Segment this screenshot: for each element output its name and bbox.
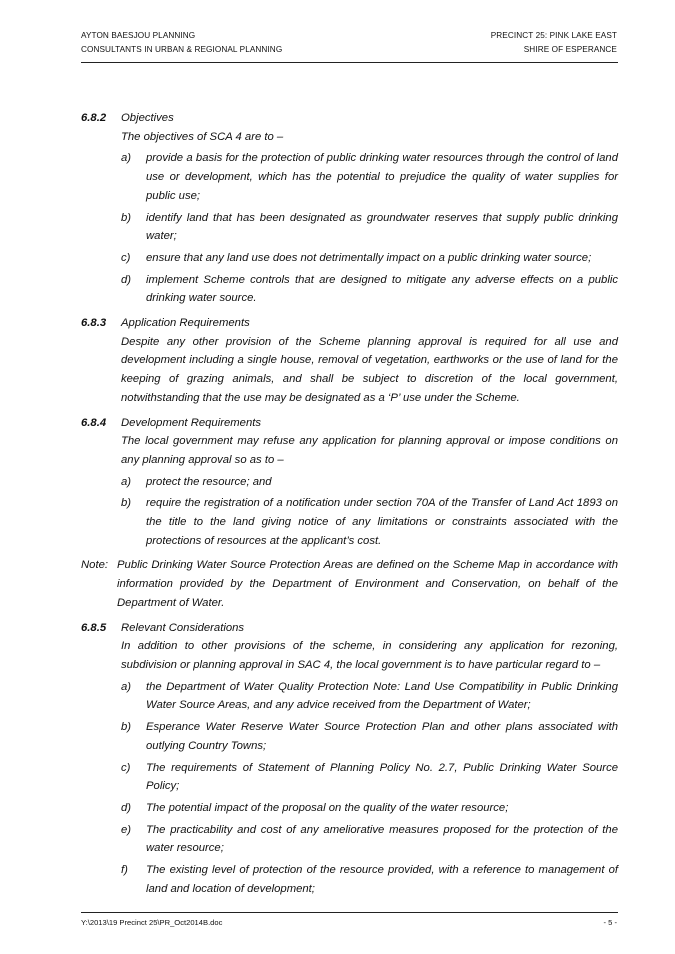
list-item xyxy=(121,149,618,205)
section-intro: The local government may refuse any application for planning approval or impose conditions on any planning approval so as to – xyxy=(121,435,618,466)
list-item-text: ensure that any land use does not detrimentally impact on a public drinking water source; xyxy=(146,251,592,264)
section-intro: In addition to other provisions of the scheme, in considering any application for rezoning, subdivision or planning approval in SAC 4, the local government is to have particular regard to – xyxy=(121,640,618,671)
list-item-label: d) xyxy=(121,801,132,814)
list-item xyxy=(121,473,618,492)
section-title: Objectives xyxy=(121,112,174,124)
list-item-text: provide a basis for the protection of public drinking water resources through the control of land use or development, which has the potential to prejudice the quality of water supplies for public use; xyxy=(146,152,618,202)
list-item-text: identify land that has been designated as groundwater reserves that supply public drinking water; xyxy=(146,211,618,243)
note-label: Note: xyxy=(81,559,109,572)
list-item xyxy=(121,249,618,268)
page-number: - 5 - xyxy=(603,918,617,927)
section-title: Relevant Considerations xyxy=(121,621,245,634)
list-item-label: b) xyxy=(121,721,132,734)
list-item xyxy=(121,718,618,755)
list-item xyxy=(121,759,618,796)
firm-name: AYTON BAESJOU PLANNING xyxy=(81,31,196,40)
list-item xyxy=(121,861,618,898)
list-item-text: The practicability and cost of any ameliorative measures proposed for the protection of the water resource; xyxy=(146,823,618,855)
header-right xyxy=(491,29,617,57)
list-item-text: The existing level of protection of the resource provided, with a reference to management of land and location of development; xyxy=(146,864,618,895)
list-item-label: e) xyxy=(121,823,132,836)
section-number: 6.8.2 xyxy=(81,112,107,124)
section-intro: The objectives of SCA 4 are to – xyxy=(121,130,284,143)
list-item xyxy=(121,799,618,818)
section-6-8-2 xyxy=(81,109,618,308)
list-item xyxy=(121,821,618,858)
section-title: Development Requirements xyxy=(121,416,262,429)
list-item-label: c) xyxy=(121,761,131,774)
list-item-label: c) xyxy=(121,251,131,264)
list-item-label: a) xyxy=(121,680,132,693)
note-text: Public Drinking Water Source Protection Areas are defined on the Scheme Map in accordance with information provided by the Department of Environment and Conservation, on behalf of the Department of Water. xyxy=(117,559,618,609)
list-item-text: The requirements of Statement of Planning Policy No. 2.7, Public Drinking Water Source Policy; xyxy=(146,761,618,793)
header-divider xyxy=(81,62,618,63)
document-body xyxy=(81,109,618,904)
list-item xyxy=(121,494,618,550)
section-6-8-4 xyxy=(81,414,618,551)
list-item-text: implement Scheme controls that are designed to mitigate any adverse effects on a public drinking water source. xyxy=(146,273,618,305)
list-item-text: the Department of Water Quality Protection Note: Land Use Compatibility in Public Drinking Water Source Areas, and any advice received from the Department of Water; xyxy=(146,680,618,712)
list-item-label: b) xyxy=(121,497,132,510)
list-item-text: The potential impact of the proposal on the quality of the water resource; xyxy=(146,801,509,814)
firm-tagline: CONSULTANTS IN URBAN & REGIONAL PLANNING xyxy=(81,45,283,54)
section-6-8-5 xyxy=(81,619,618,899)
section-6-8-3 xyxy=(81,314,618,408)
section-number: 6.8.4 xyxy=(81,416,107,429)
list-item xyxy=(121,271,618,308)
section-number: 6.8.3 xyxy=(81,317,107,330)
shire-name: SHIRE OF ESPERANCE xyxy=(523,45,617,54)
precinct-title: PRECINCT 25: PINK LAKE EAST xyxy=(490,31,617,40)
note xyxy=(81,556,618,612)
section-title: Application Requirements xyxy=(121,317,250,330)
list-item-label: f) xyxy=(121,864,128,877)
section-paragraph: Despite any other provision of the Scheme planning approval is required for all use and development including a single house, removal of vegetation, earthworks or the use of land for the keeping of grazing animals, and shall be subject to discretion of the local government, notwithstanding that the use may be designated as a ‘P’ use under the Scheme. xyxy=(121,335,618,404)
list-item xyxy=(121,678,618,715)
list-item xyxy=(121,209,618,246)
list-item-text: Esperance Water Reserve Water Source Protection Plan and other plans associated with outlying Country Towns; xyxy=(146,721,618,752)
footer-divider xyxy=(81,912,618,913)
list-item-text: require the registration of a notification under section 70A of the Transfer of Land Act 1893 on the title to the land giving notice of any limitations or constraints associated with the protections of resources at the applicant’s cost. xyxy=(146,497,618,547)
list-item-label: a) xyxy=(121,475,132,488)
list-item-label: a) xyxy=(121,152,132,165)
header-left xyxy=(81,29,282,57)
list-item-text: protect the resource; and xyxy=(146,475,272,488)
section-number: 6.8.5 xyxy=(81,621,107,634)
list-item-label: b) xyxy=(121,211,132,224)
footer-file-path: Y:\2013\19 Precinct 25\PR_Oct2014B.doc xyxy=(81,918,223,927)
list-item-label: d) xyxy=(121,273,132,286)
